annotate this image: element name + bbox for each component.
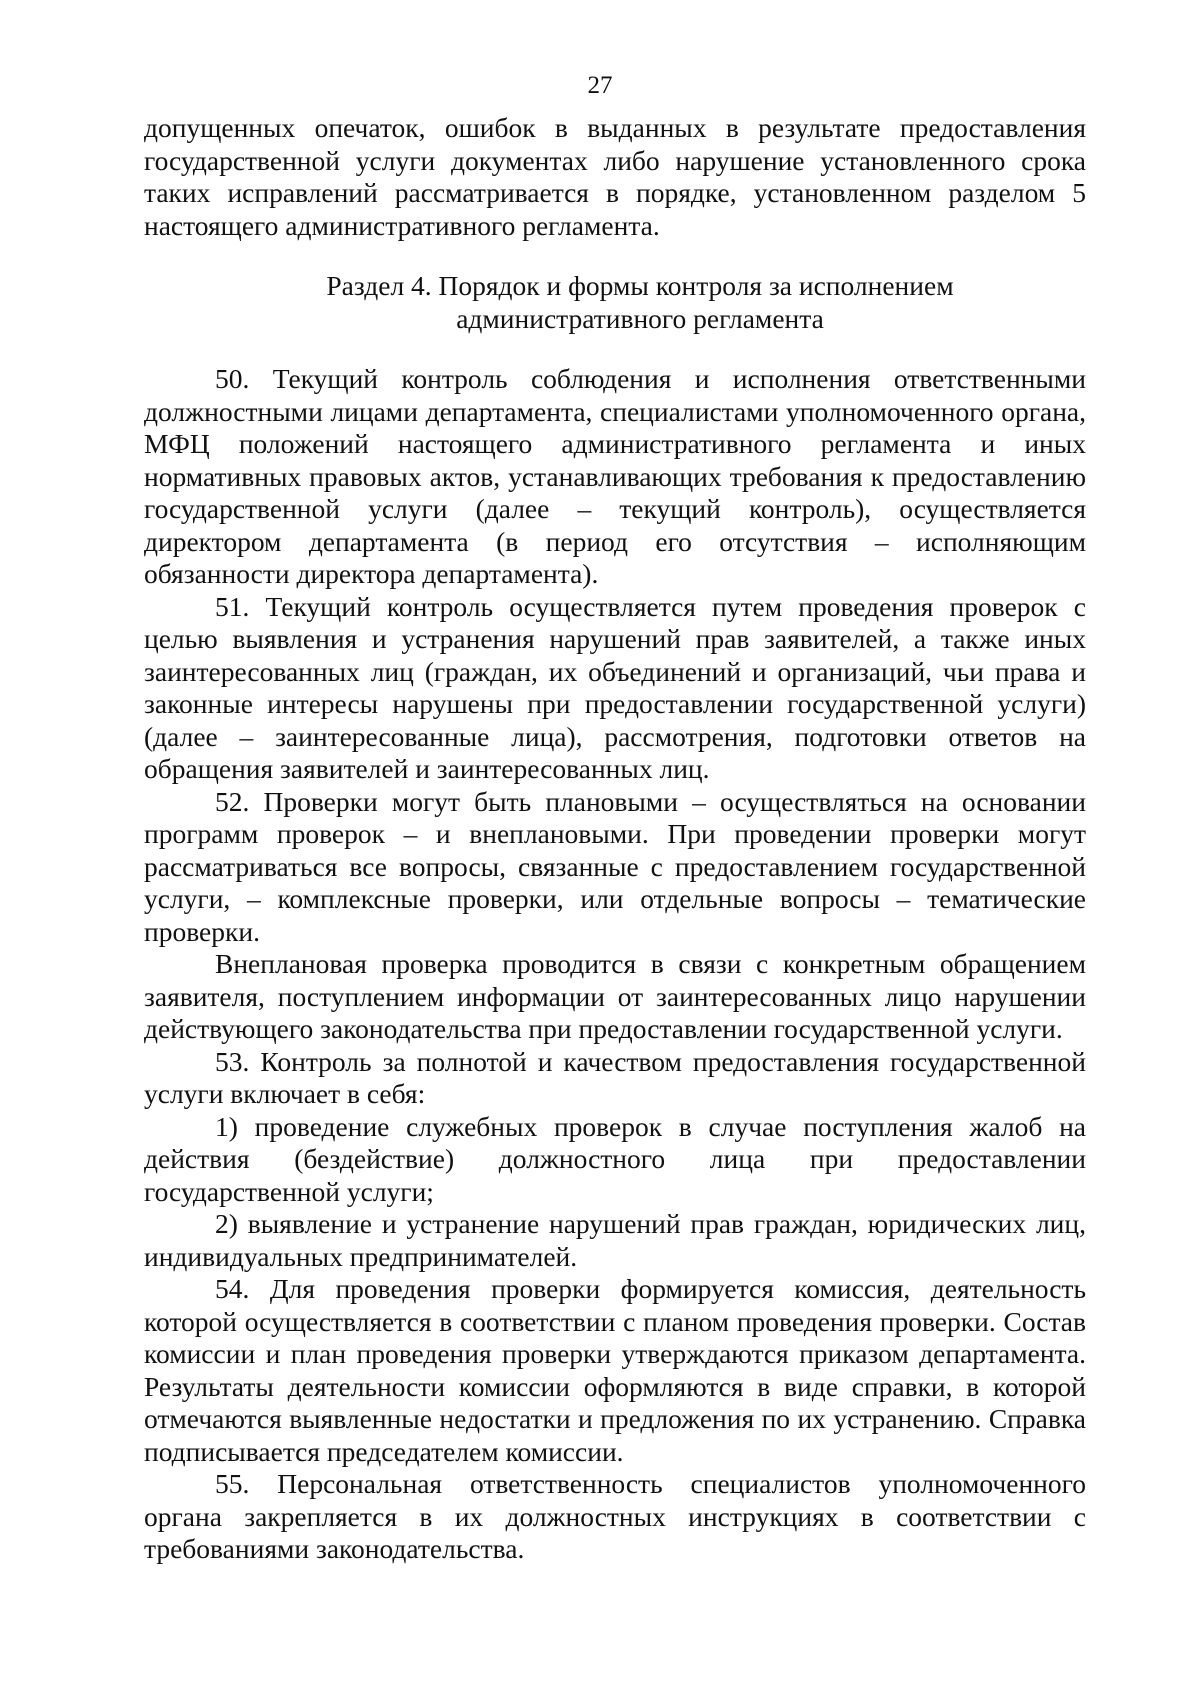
intro-paragraph: допущенных опечаток, ошибок в выданных в результате предоставления государственной услуги документах либо нарушение установленного срока таких исправлений рассматривается в порядке, установленном разделом 5 настоящего административного регламента. — [144, 112, 1086, 241]
page-number: 27 — [587, 72, 613, 99]
section-heading — [144, 270, 1086, 335]
paragraph-53-item-2: 2) выявление и устранение нарушений прав граждан, юридических лиц, индивидуальных предпринимателей. — [144, 1208, 1086, 1272]
paragraph-50: 50. Текущий контроль соблюдения и исполнения ответственными должностными лицами департамента, специалистами уполномоченного органа, МФЦ положений настоящего административного регламента и иных нормативных правовых актов, устанавливающих требования к предоставлению государственной услуги (далее – текущий контроль), осуществляется директором департамента (в период его отсутствия – исполняющим обязанности директора департамента). — [144, 363, 1086, 589]
paragraph-52: 52. Проверки могут быть плановыми – осуществляться на основании программ проверок – и внеплановыми. При проведении проверки могут рассматриваться все вопросы, связанные с предоставлением государственной услуги, – комплексные проверки, или отдельные вопросы – тематические проверки. — [144, 785, 1086, 947]
paragraph-55: 55. Персональная ответственность специалистов уполномоченного органа закрепляется в их должностных инструкциях в соответствии с требованиями законодательства. — [144, 1468, 1086, 1564]
section-heading-line-2: административного регламента — [456, 302, 824, 334]
paragraph-54: 54. Для проведения проверки формируется комиссия, деятельность которой осуществляется в соответствии с планом проведения проверки. Состав комиссии и план проведения проверки утверждаются приказом департамента. Результаты деятельности комиссии оформляются в виде справки, в которой отмечаются выявленные недостатки и предложения по их устранению. Справка подписывается председателем комиссии. — [144, 1273, 1086, 1467]
paragraph-53: 53. Контроль за полнотой и качеством предоставления государственной услуги включает в себя: — [144, 1045, 1086, 1109]
section-heading-line-1: Раздел 4. Порядок и формы контроля за исполнением — [326, 270, 954, 301]
paragraph-unplanned-inspection: Внеплановая проверка проводится в связи с конкретным обращением заявителя, поступлением информации от заинтересованных лицо нарушении действующего законодательства при предоставлении государственной услуги. — [144, 948, 1086, 1044]
document-body — [144, 112, 1086, 1566]
paragraph-53-item-1: 1) проведение служебных проверок в случае поступления жалоб на действия (бездействие) должностного лица при предоставлении государственной услуги; — [144, 1110, 1086, 1207]
paragraph-51: 51. Текущий контроль осуществляется путем проведения проверок с целью выявления и устранения нарушений прав заявителей, а также иных заинтересованных лиц (граждан, их объединений и организаций, чьи права и законные интересы нарушены при предоставлении государственной услуги) (далее – заинтересованные лица), рассмотрения, подготовки ответов на обращения заявителей и заинтересованных лиц. — [144, 590, 1086, 784]
